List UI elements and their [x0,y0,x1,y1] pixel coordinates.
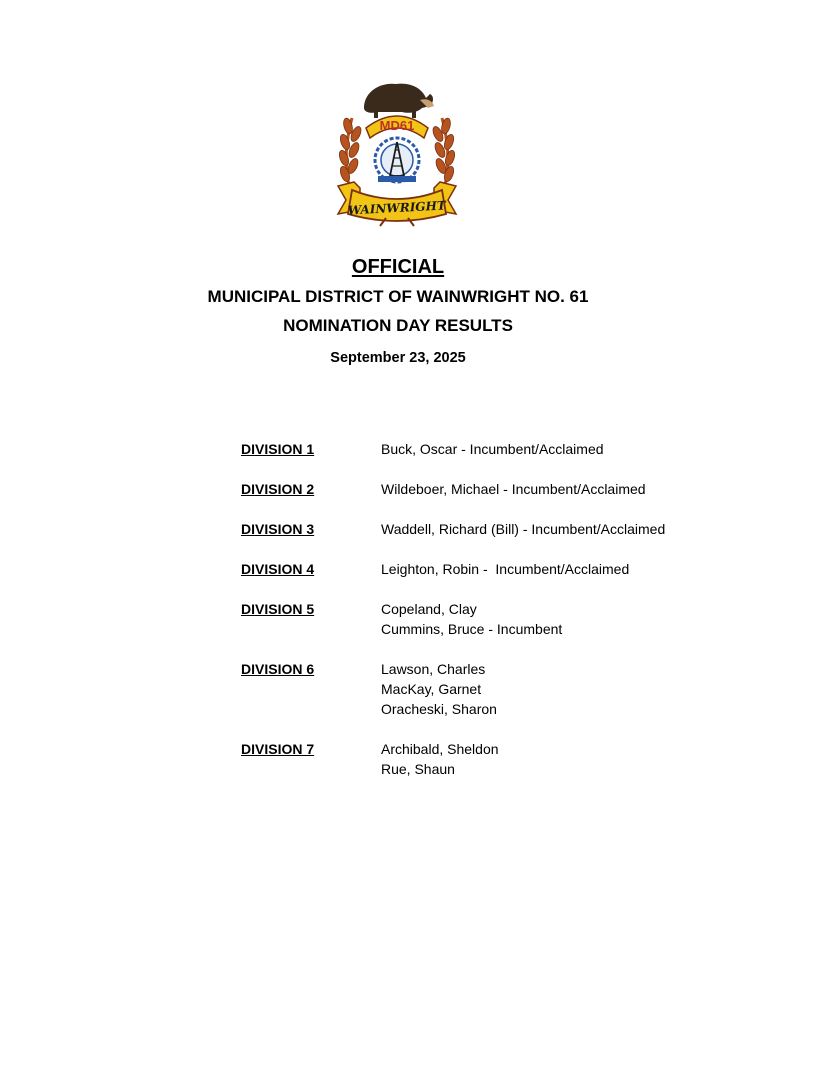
md61-wainwright-logo [330,78,464,228]
district-title: MUNICIPAL DISTRICT OF WAINWRIGHT NO. 61 [207,287,589,306]
candidate-name: Oracheski, Sharon [381,701,497,717]
candidate-name: Cummins, Bruce - Incumbent [381,621,563,637]
division-row [241,559,761,579]
md61-banner [366,116,428,138]
candidate-name: Archibald, Sheldon [381,741,499,757]
division-label: DIVISION 6 [241,661,315,677]
candidate-list [381,479,761,499]
candidate-list [381,439,761,459]
md61-text: MD61 [379,118,415,133]
official-heading: OFFICIAL [351,256,445,278]
wainwright-text: WAINWRIGHT [347,198,447,218]
candidate-name: Lawson, Charles [381,661,486,677]
division-row [241,439,761,459]
division-row [241,659,761,719]
candidate-list [381,599,761,639]
division-label: DIVISION 2 [241,481,315,497]
candidate-list [381,659,761,719]
bison-icon [364,84,434,118]
candidate-name: MacKay, Garnet [381,681,482,697]
candidate-list [381,739,761,779]
division-label: DIVISION 1 [241,441,315,457]
results-date: September 23, 2025 [330,350,466,366]
division-row [241,519,761,539]
divisions-list [241,439,761,799]
division-label: DIVISION 4 [241,561,315,577]
division-label: DIVISION 3 [241,521,315,537]
candidate-name: Wildeboer, Michael - Incumbent/Acclaimed [381,481,646,497]
candidate-list [381,559,761,579]
candidate-name: Buck, Oscar - Incumbent/Acclaimed [381,441,604,457]
candidate-name: Copeland, Clay [381,601,477,617]
candidate-name: Waddell, Richard (Bill) - Incumbent/Acclaimed [381,521,666,537]
candidate-name: Rue, Shaun [381,761,455,777]
division-row [241,479,761,499]
oil-derrick-icon [375,138,419,182]
wainwright-banner [338,182,456,226]
candidate-name: Leighton, Robin - Incumbent/Acclaimed [381,561,630,577]
division-row [241,739,761,779]
division-label: DIVISION 5 [241,601,315,617]
division-row [241,599,761,639]
division-label: DIVISION 7 [241,741,315,757]
results-title: NOMINATION DAY RESULTS [283,316,513,335]
candidate-list [381,519,761,539]
